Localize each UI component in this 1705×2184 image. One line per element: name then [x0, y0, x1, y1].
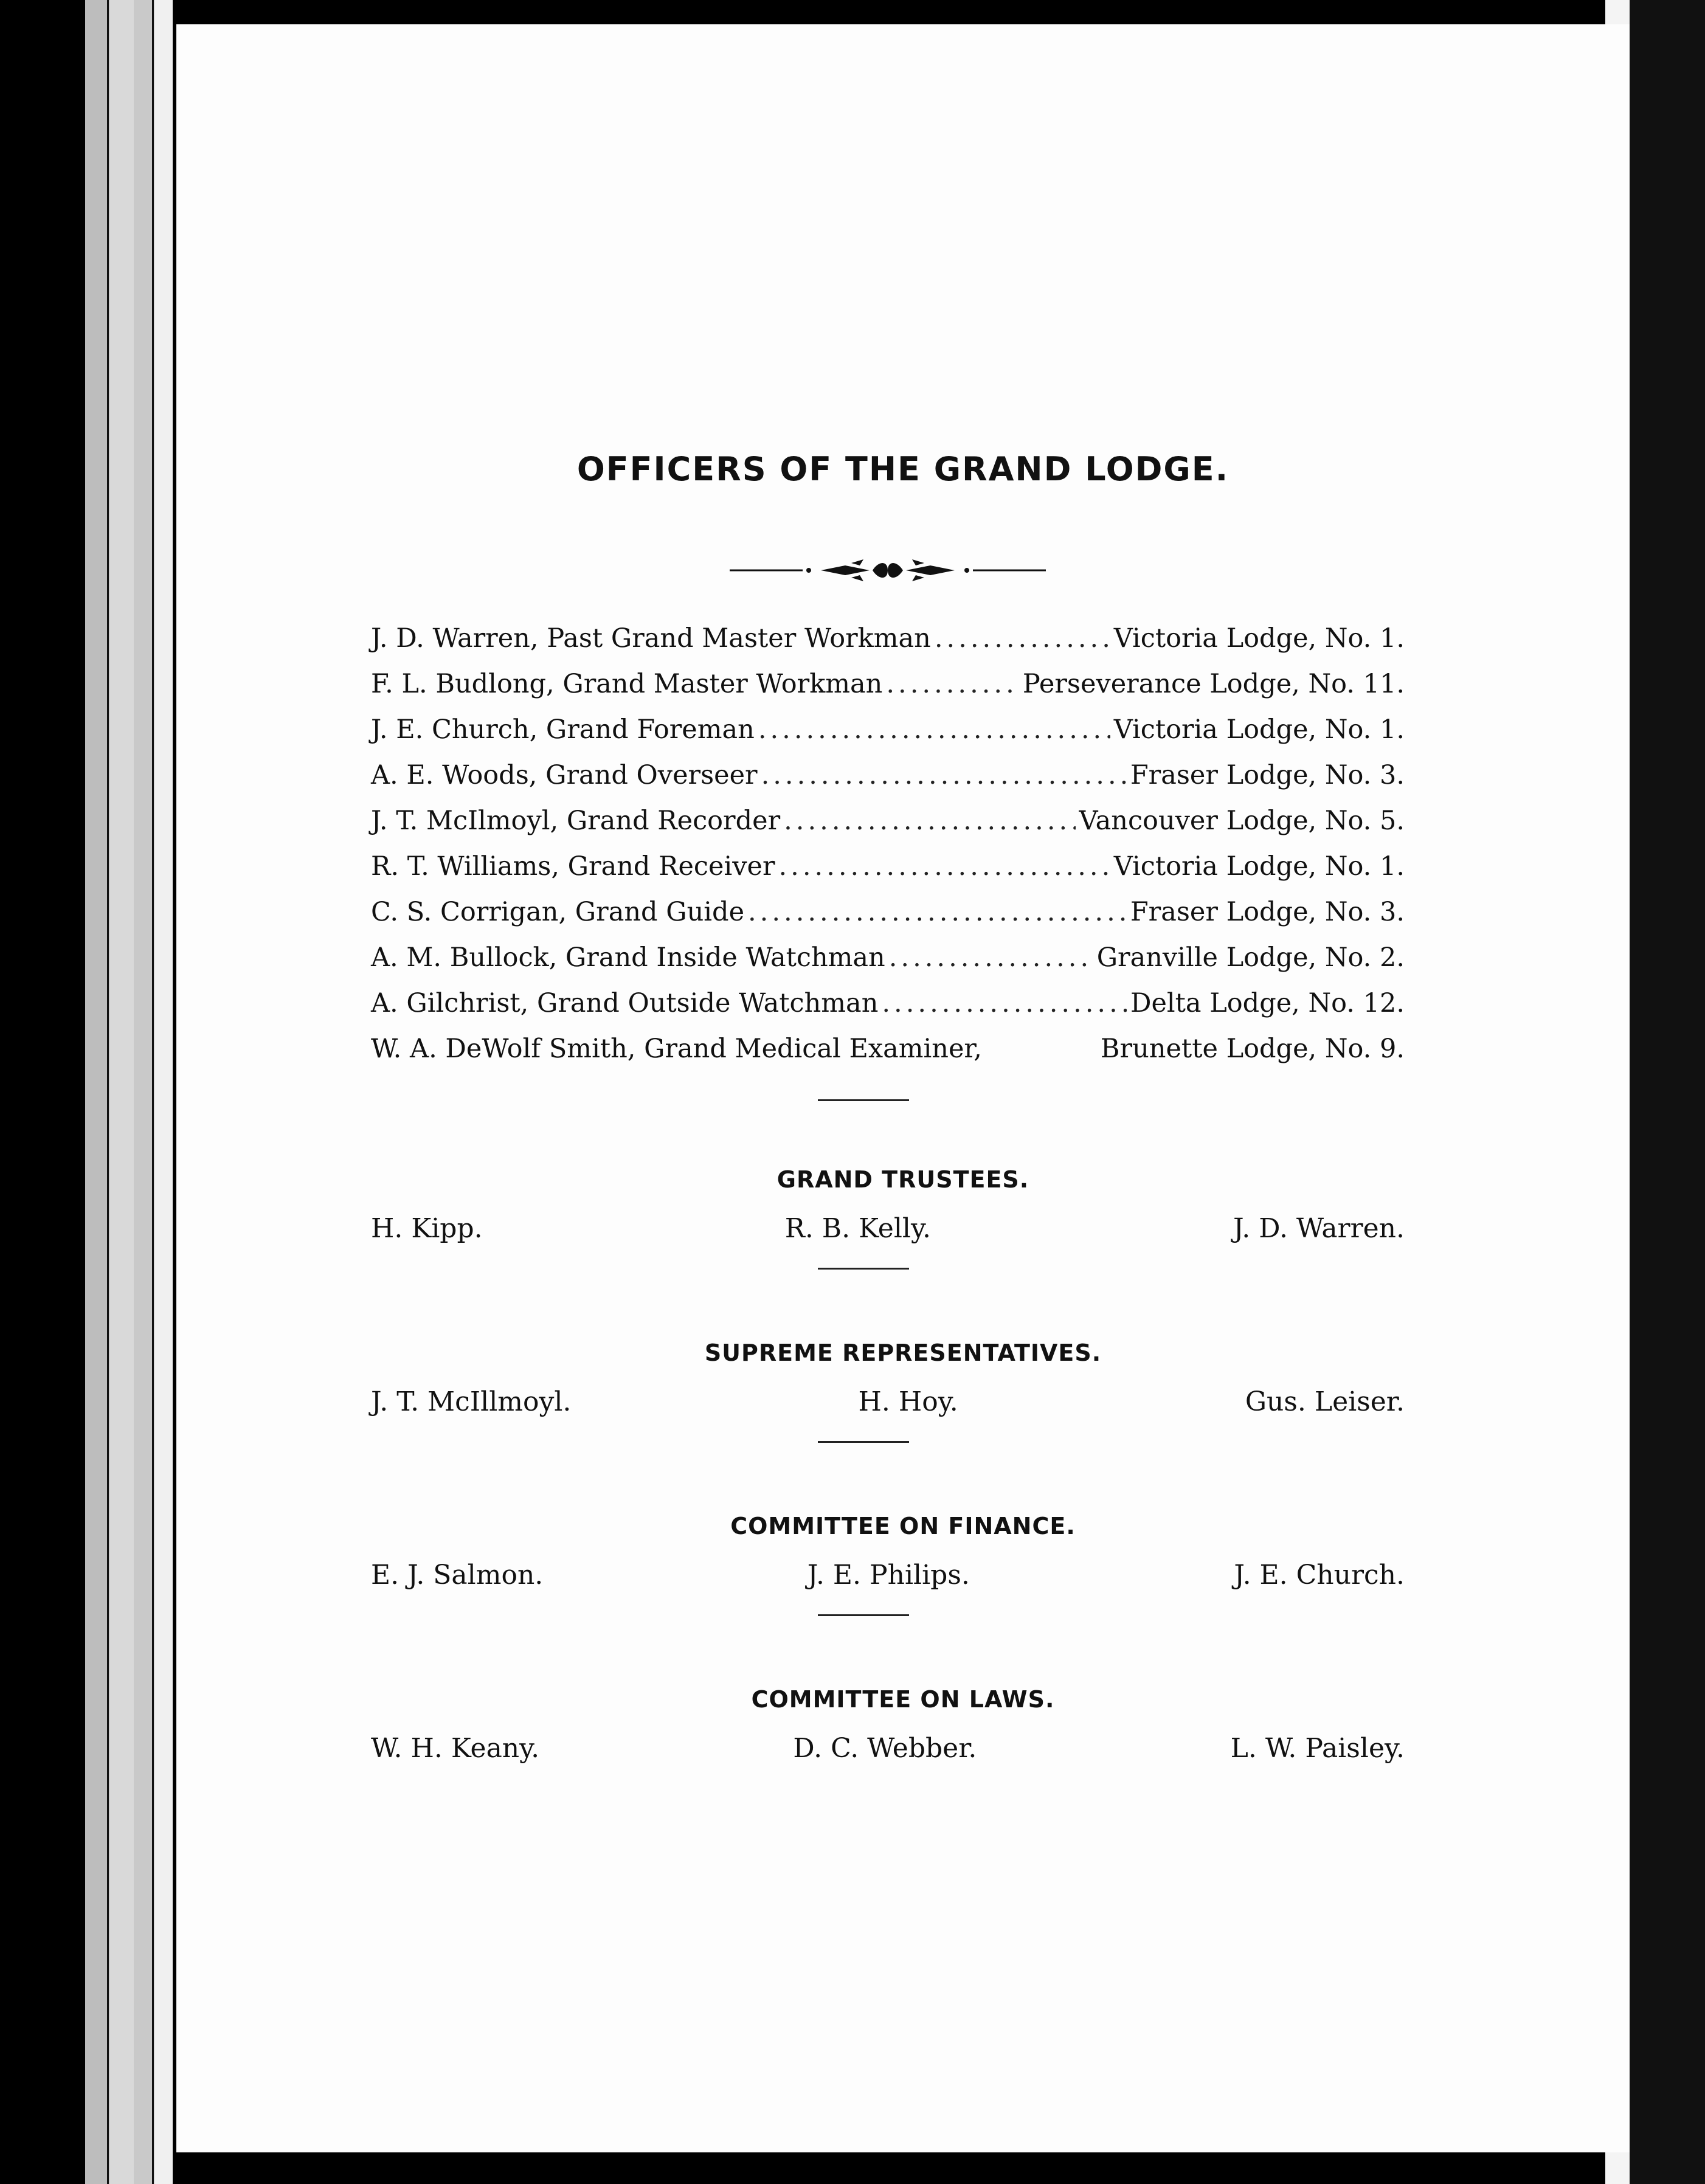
officer-row [371, 988, 1405, 1034]
member-name: H. Hoy. [858, 1386, 958, 1417]
document-page [176, 24, 1630, 2152]
member-name: J. E. Philips. [807, 1560, 970, 1591]
member-name: Gus. Leiser. [1245, 1386, 1405, 1417]
officer-row [371, 897, 1405, 942]
page-edge [85, 0, 109, 2184]
officer-row [371, 1034, 1405, 1079]
officer-row [371, 806, 1405, 851]
officer-row [371, 942, 1405, 988]
member-name: W. H. Keany. [371, 1733, 540, 1764]
section-divider [818, 1441, 909, 1443]
officer-row [371, 623, 1405, 669]
officer-name: A. M. Bullock, Grand Inside Watchman [371, 942, 885, 973]
dot-leader [889, 942, 1093, 973]
officer-name: J. T. McIlmoyl, Grand Recorder [371, 806, 781, 836]
officer-lodge: Victoria Lodge, No. 1. [1113, 623, 1405, 654]
section-heading: SUPREME REPRESENTATIVES. [704, 1339, 1102, 1366]
member-name: J. T. McIllmoyl. [371, 1386, 572, 1417]
member-name: H. Kipp. [371, 1213, 483, 1244]
dot-leader [761, 760, 1127, 790]
member-name: R. B. Kelly. [784, 1213, 931, 1244]
member-name: J. D. Warren. [1233, 1213, 1405, 1244]
officer-name: J. E. Church, Grand Foreman [371, 714, 755, 745]
officer-lodge: Fraser Lodge, No. 3. [1130, 897, 1405, 927]
names-row [371, 1560, 1405, 1591]
officer-row [371, 760, 1405, 806]
member-name: J. E. Church. [1234, 1560, 1405, 1591]
officer-name: J. D. Warren, Past Grand Master Workman [371, 623, 931, 654]
names-row [371, 1733, 1405, 1764]
section-divider [818, 1614, 909, 1616]
dot-leader [784, 806, 1075, 836]
officer-name: F. L. Budlong, Grand Master Workman [371, 669, 883, 699]
officer-row [371, 714, 1405, 760]
section-divider [818, 1099, 909, 1101]
officer-row [371, 851, 1405, 897]
officer-name: A. Gilchrist, Grand Outside Watchman [371, 988, 879, 1018]
member-name: D. C. Webber. [793, 1733, 977, 1764]
names-row [371, 1386, 1405, 1417]
dot-leader [886, 669, 1019, 699]
officer-lodge: Granville Lodge, No. 2. [1096, 942, 1405, 973]
page-edge [154, 0, 173, 2184]
dot-leader [882, 988, 1127, 1018]
member-name: E. J. Salmon. [371, 1560, 544, 1591]
ornament-divider-icon [730, 552, 1046, 589]
section-heading: GRAND TRUSTEES. [776, 1166, 1029, 1193]
page-edge-line [152, 0, 154, 2184]
officer-lodge: Fraser Lodge, No. 3. [1130, 760, 1405, 790]
page-title: OFFICERS OF THE GRAND LODGE. [576, 450, 1229, 488]
dot-leader [748, 897, 1127, 927]
dot-leader [758, 714, 1110, 745]
page-edge [109, 0, 134, 2184]
officer-name: R. T. Williams, Grand Receiver [371, 851, 775, 882]
page-edge-line [107, 0, 109, 2184]
section-heading: COMMITTEE ON FINANCE. [730, 1513, 1076, 1540]
officer-lodge: Delta Lodge, No. 12. [1130, 988, 1405, 1018]
officer-lodge: Victoria Lodge, No. 1. [1113, 714, 1405, 745]
section-divider [818, 1268, 909, 1270]
section-heading: COMMITTEE ON LAWS. [751, 1686, 1055, 1713]
officer-lodge: Brunette Lodge, No. 9. [1100, 1034, 1405, 1064]
names-row [371, 1213, 1405, 1244]
officer-name: W. A. DeWolf Smith, Grand Medical Examiner, [371, 1034, 982, 1064]
page-edge [134, 0, 154, 2184]
officer-lodge: Victoria Lodge, No. 1. [1113, 851, 1405, 882]
dark-margin [1630, 0, 1705, 2184]
officer-lodge: Perseverance Lodge, No. 11. [1022, 669, 1405, 699]
officer-lodge: Vancouver Lodge, No. 5. [1079, 806, 1405, 836]
officers-list [371, 623, 1405, 1079]
dot-leader [779, 851, 1110, 882]
officer-name: C. S. Corrigan, Grand Guide [371, 897, 745, 927]
member-name: L. W. Paisley. [1230, 1733, 1405, 1764]
officer-row [371, 669, 1405, 714]
dot-leader [935, 623, 1110, 654]
officer-name: A. E. Woods, Grand Overseer [371, 760, 758, 790]
